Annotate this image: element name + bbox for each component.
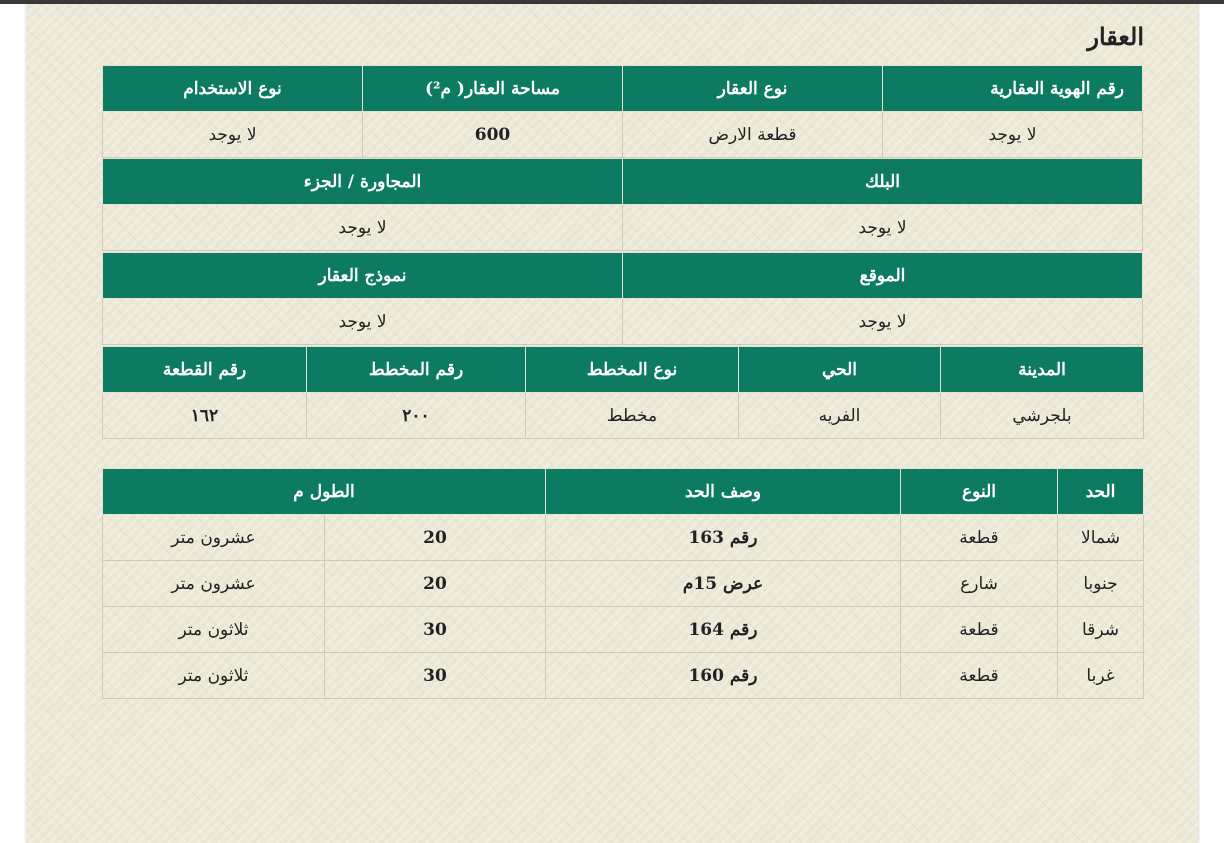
block-values-row <box>103 205 1143 251</box>
property-table <box>102 65 1143 158</box>
boundary-description: رقم 163 <box>546 515 901 561</box>
value-property-type: قطعة الارض <box>623 112 883 158</box>
header-block: البلك <box>623 159 1143 205</box>
value-plot-number: ١٦٢ <box>103 393 307 439</box>
header-boundary-type: النوع <box>901 469 1058 515</box>
header-usage-type: نوع الاستخدام <box>103 66 363 112</box>
value-location: لا يوجد <box>623 299 1143 345</box>
boundary-type: قطعة <box>901 515 1058 561</box>
page-title: العقار <box>1087 22 1144 51</box>
value-district: الفريه <box>739 393 941 439</box>
table-row <box>103 607 1144 653</box>
boundary-description: عرض 15م <box>546 561 901 607</box>
header-district: الحي <box>739 347 941 393</box>
value-plan-type: مخطط <box>526 393 739 439</box>
boundary-side: جنوبا <box>1058 561 1144 607</box>
boundary-description: رقم 160 <box>546 653 901 699</box>
value-usage-type: لا يوجد <box>103 112 363 158</box>
boundaries-header-row <box>103 469 1144 515</box>
header-property-model: نموذج العقار <box>103 253 623 299</box>
plan-values-row <box>103 393 1144 439</box>
boundary-side: غربا <box>1058 653 1144 699</box>
value-neighborhood-part: لا يوجد <box>103 205 623 251</box>
block-header-row <box>103 159 1143 205</box>
header-plan-type: نوع المخطط <box>526 347 739 393</box>
value-block: لا يوجد <box>623 205 1143 251</box>
boundary-length-text: عشرون متر <box>103 515 325 561</box>
boundaries-table <box>102 468 1144 699</box>
header-boundary-length: الطول م <box>103 469 546 515</box>
block-table <box>102 158 1143 251</box>
boundary-side: شمالا <box>1058 515 1144 561</box>
boundary-type: شارع <box>901 561 1058 607</box>
plan-header-row <box>103 347 1144 393</box>
value-property-model: لا يوجد <box>103 299 623 345</box>
header-city: المدينة <box>941 347 1144 393</box>
value-property-area: 600 <box>363 112 623 158</box>
header-location: الموقع <box>623 253 1143 299</box>
header-plan-number: رقم المخطط <box>307 347 526 393</box>
location-values-row <box>103 299 1143 345</box>
boundary-length: 20 <box>325 561 546 607</box>
header-property-type: نوع العقار <box>623 66 883 112</box>
boundary-type: قطعة <box>901 607 1058 653</box>
value-plan-number: ٢٠٠ <box>307 393 526 439</box>
location-table <box>102 252 1143 345</box>
header-boundary-side: الحد <box>1058 469 1144 515</box>
table-row <box>103 561 1144 607</box>
value-property-id: لا يوجد <box>883 112 1143 158</box>
header-plot-number: رقم القطعة <box>103 347 307 393</box>
table-row <box>103 515 1144 561</box>
property-header-row <box>103 66 1143 112</box>
boundary-length-text: ثلاثون متر <box>103 607 325 653</box>
header-property-id: رقم الهوية العقارية <box>883 66 1143 112</box>
boundary-length-text: ثلاثون متر <box>103 653 325 699</box>
boundary-length: 30 <box>325 653 546 699</box>
table-row <box>103 653 1144 699</box>
boundary-length: 20 <box>325 515 546 561</box>
boundary-side: شرقا <box>1058 607 1144 653</box>
header-neighborhood-part: المجاورة / الجزء <box>103 159 623 205</box>
value-city: بلجرشي <box>941 393 1144 439</box>
boundary-type: قطعة <box>901 653 1058 699</box>
property-values-row <box>103 112 1143 158</box>
header-property-area: مساحة العقار( م²) <box>363 66 623 112</box>
boundary-length: 30 <box>325 607 546 653</box>
boundary-description: رقم 164 <box>546 607 901 653</box>
header-boundary-description: وصف الحد <box>546 469 901 515</box>
plan-table <box>102 346 1144 439</box>
location-header-row <box>103 253 1143 299</box>
boundary-length-text: عشرون متر <box>103 561 325 607</box>
